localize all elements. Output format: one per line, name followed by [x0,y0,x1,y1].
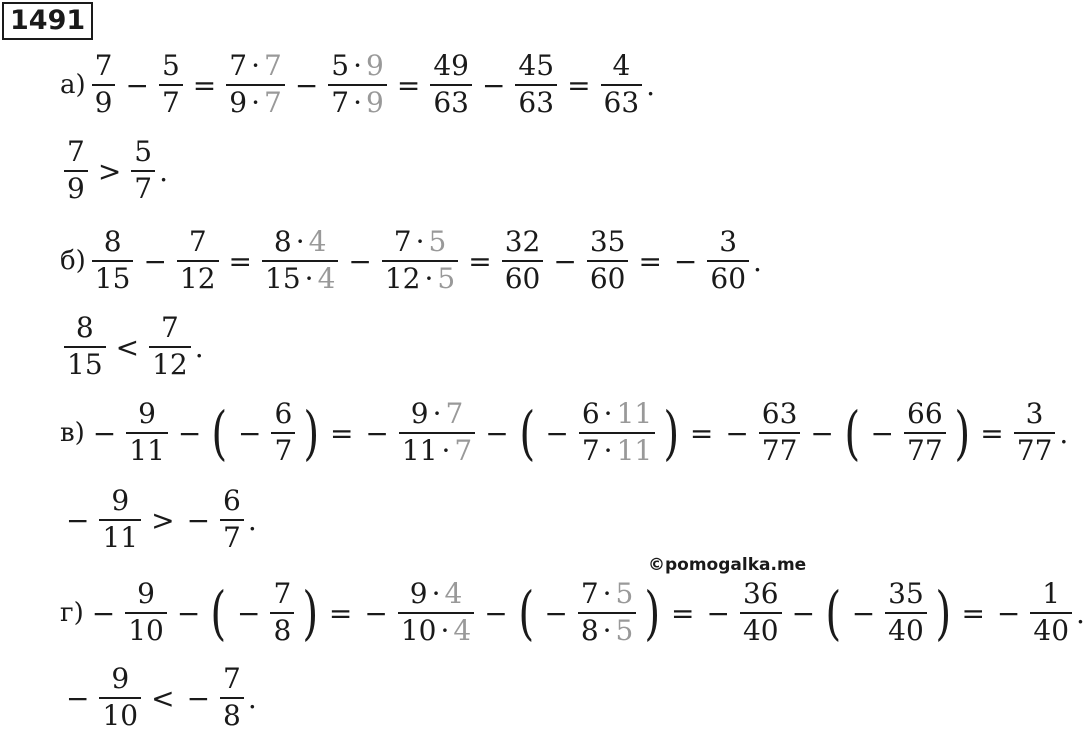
minus-sign: − [176,596,201,630]
equals-sign: = [980,416,1004,450]
minus-sign: − [66,681,90,715]
minus-sign: − [725,416,749,450]
fraction: $\frac{6}{7}$ [271,399,295,467]
fraction: $\frac{7}{8}$ [220,664,244,732]
fraction: $\frac{9}{11}$ [99,486,141,554]
minus-sign: − [553,244,577,278]
fraction: $\frac{5}{7}$ [159,51,183,119]
minus-sign: − [91,596,116,630]
line-g-equation: г) − $\frac{9}{10}$ − ( − $\frac{7}{8}$ ) = − $\frac{9 \cdot 4}{10 \cdot 4}$ − ( − $\frac{7 \cdot 5}{8 \cdot 5}$ ) = − $\frac{36}{40}$ − ( − $\frac{35}{40}$ ) = − $\frac{1}{40}$ . [60,577,1085,647]
fraction: $\frac{7}{12}$ [177,227,219,295]
minus-sign: − [791,596,816,630]
fraction: $\frac{6}{7}$ [220,486,244,554]
equals-sign: = [329,416,354,450]
equals-sign: = [689,416,714,450]
minus-sign: − [485,416,509,450]
line-g-comparison: − $\frac{9}{10}$ < − $\frac{7}{8}$ . [66,662,257,732]
fraction: $\frac{32}{60}$ [502,227,544,295]
minus-sign: − [706,596,730,630]
equals-sign: = [228,244,253,278]
fraction: $\frac{63}{77}$ [759,399,801,467]
fraction: $\frac{7}{9}$ [92,51,116,119]
fraction: $\frac{8}{15}$ [92,227,134,295]
minus-sign: − [484,596,508,630]
line-b-comparison: $\frac{8}{15}$ < $\frac{7}{12}$ . [60,304,204,390]
minus-sign: − [186,503,211,537]
problem-number: 1491 [2,2,93,40]
greater-than-sign: > [97,154,122,188]
greater-than-sign: > [151,503,175,537]
label-b: б) [60,246,86,276]
fraction: $\frac{9}{11}$ [126,399,168,467]
minus-sign: − [143,244,167,278]
less-than-sign: < [151,681,175,715]
equals-sign: = [396,68,421,102]
fraction: $\frac{8 \cdot 4}{15 \cdot 4}$ [262,227,338,295]
label-v: в) [60,418,85,448]
fraction: $\frac{3}{77}$ [1014,399,1056,467]
line-b-equation: б) $\frac{8}{15}$ − $\frac{7}{12}$ = $\frac{8 \cdot 4}{15 \cdot 4}$ − $\frac{7 \cdot 5}{12 \cdot 5}$ = $\frac{32}{60}$ − $\frac{35}{60}$ = − $\frac{3}{60}$ . [60,225,762,295]
fraction: $\frac{9}{10}$ [99,664,141,732]
minus-sign: − [125,68,149,102]
minus-sign: − [365,416,389,450]
fraction: $\frac{7 \cdot 5}{12 \cdot 5}$ [382,227,458,295]
line-v-equation: в) − $\frac{9}{11}$ − ( − $\frac{6}{7}$ ) = − $\frac{9 \cdot 7}{11 \cdot 7}$ − ( − $\frac{6 \cdot 11}{7 \cdot 11}$ ) = − $\frac{63}{77}$ − ( − $\frac{66}{77}$ ) = $\frac{3}{77}$ . [60,397,1069,467]
equals-sign: = [961,596,985,630]
fraction: $\frac{35}{40}$ [885,579,927,647]
equals-sign: = [638,244,662,278]
fraction: $\frac{35}{60}$ [587,227,629,295]
fraction: $\frac{45}{63}$ [515,51,557,119]
watermark: ©pomogalka.me [648,555,807,575]
less-than-sign: < [115,330,140,364]
fraction: $\frac{8}{15}$ [64,313,106,381]
fraction: $\frac{9 \cdot 4}{10 \cdot 4}$ [398,579,474,647]
fraction: $\frac{49}{63}$ [430,51,472,119]
fraction: $\frac{9}{10}$ [125,579,167,647]
equals-sign: = [468,244,492,278]
minus-sign: − [996,596,1021,630]
minus-sign: − [810,416,834,450]
line-a-equation: а) $\frac{7}{9}$ − $\frac{5}{7}$ = $\frac{7 \cdot 7}{9 \cdot 7}$ − $\frac{5 \cdot 9}{7 \cdot 9}$ = $\frac{49}{63}$ − $\frac{45}{63}$ = $\frac{4}{63}$ . [60,49,656,119]
minus-sign: − [348,244,372,278]
minus-sign: − [481,68,506,102]
fraction: $\frac{66}{77}$ [904,399,946,467]
fraction: $\frac{7}{9}$ [64,137,88,205]
fraction: $\frac{9 \cdot 7}{11 \cdot 7}$ [399,399,475,467]
equals-sign: = [192,68,217,102]
fraction: $\frac{4}{63}$ [601,51,643,119]
label-g: г) [60,598,84,628]
line-a-comparison: $\frac{7}{9}$ > $\frac{5}{7}$ . [60,128,168,214]
label-a: а) [60,70,86,100]
minus-sign: − [92,416,117,450]
fraction: $\frac{6 \cdot 11}{7 \cdot 11}$ [579,399,655,467]
fraction: $\frac{7}{8}$ [270,579,294,647]
minus-sign: − [364,596,388,630]
minus-sign: − [186,681,211,715]
fraction: $\frac{7}{12}$ [149,313,191,381]
fraction: $\frac{5 \cdot 9}{7 \cdot 9}$ [328,51,387,119]
minus-sign: − [177,416,202,450]
minus-sign: − [294,68,319,102]
minus-sign: − [66,503,90,537]
fraction: $\frac{3}{60}$ [707,227,749,295]
equals-sign: = [671,596,695,630]
equals-sign: = [328,596,353,630]
equals-sign: = [567,68,591,102]
fraction: $\frac{7 \cdot 7}{9 \cdot 7}$ [226,51,285,119]
fraction: $\frac{7 \cdot 5}{8 \cdot 5}$ [578,579,637,647]
fraction: $\frac{5}{7}$ [131,137,155,205]
fraction: $\frac{36}{40}$ [740,579,782,647]
minus-sign: − [673,244,698,278]
fraction: $\frac{1}{40}$ [1030,579,1072,647]
line-v-comparison: − $\frac{9}{11}$ > − $\frac{6}{7}$ . [66,484,257,554]
